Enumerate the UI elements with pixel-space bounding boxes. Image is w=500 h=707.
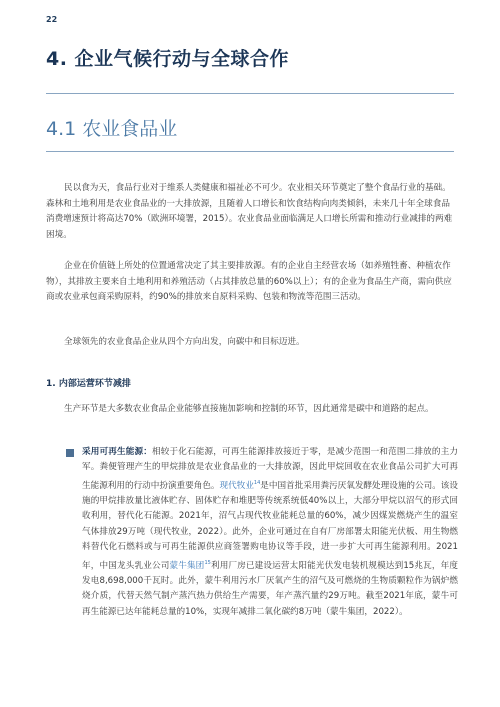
section-divider (46, 151, 454, 152)
intro-paragraph: 民以食为天，食品行业对于维系人类健康和福祉必不可少。农业相关环节奠定了整个食品行业的基础。森林和土地利用是农业食品业的一大排放源，且随着人口增长和饮食结构向肉类倾斜，未来几十年全球食品消费增速预计将高达70%（欧洲环境署，2015）。农业食品业面临满足人口增长所需和推动行业减排的两难困境。 (46, 183, 453, 240)
bullet-square-icon (66, 449, 74, 457)
bullet-lead: 采用可再生能源： (82, 447, 152, 457)
page-number: 22 (46, 15, 58, 24)
company-link-modern-dairy[interactable]: 现代牧业 (219, 480, 254, 491)
four-directions-paragraph: 全球领先的农业食品企业从四个方向出发，向碳中和目标迈进。 (64, 337, 305, 347)
bullet-text-b: 是中国首批采用粪污厌氧发酵处理设施的公司。该设施的甲烷排放量比液体贮存、固体贮存和堆肥等传统系统低40%以上，大部分甲烷以沼气的形式回收利用，替代化石能源。2021年，沼气占现代牧业能耗总量的60%，减少因煤炭燃烧产生的温室气体排放29万吨（现代牧业，2022）。此外，企业可通过在自有厂房部署太阳能光伏板、用生物燃料替代化石燃料或与可再生能源供应商签署购电协议等手段，进一步扩大可再生能源利用。2021年，中国龙头乳业公司 (82, 480, 458, 571)
production-paragraph: 生产环节是大多数农业食品企业能够直接施加影响和控制的环节，因此通常是碳中和道路的起点。 (64, 404, 434, 414)
company-link-mengniu[interactable]: 蒙牛集团 (169, 560, 205, 571)
chapter-title: 4. 企业气候行动与全球合作 (46, 48, 290, 70)
bullet-text-c: 利用厂房已建设运营太阳能光伏发电装机规模达到15兆瓦，年度发电8,698,000千瓦时。此外，蒙牛利用污水厂厌氧产生的沼气及可燃烧的生物质颗粒作为锅炉燃烧介质，代替天然气制产蒸汽热力供给生产需要，年产蒸汽量约29万吨。截至2021年底，蒙牛可再生能源已达年能耗总量的10%，实现年减排二氧化碳约8万吨（蒙牛集团，2022）。 (82, 560, 458, 617)
subheading-internal-operations: 1. 内部运营环节减排 (46, 379, 131, 389)
bullet-text-a: 相较于化石能源，可再生能源排放接近于零，是减少范围一和范围二排放的主力军。粪便管理产生的甲烷排放是农业食品业的一大排放源，因此甲烷回收在农业食品公司扩大可再生能源利用的行动中扮演重要角色。 (82, 447, 458, 491)
bullet-renewable-energy (66, 445, 458, 620)
footnote-ref-15[interactable]: 15 (204, 559, 211, 566)
footnote-ref-14[interactable]: 14 (253, 479, 261, 486)
section-title: 4.1 农业食品业 (46, 118, 178, 140)
value-chain-paragraph: 企业在价值链上所处的位置通常决定了其主要排放源。有的企业自主经营农场（如养殖牲畜、种植农作物），其排放主要来自土地利用和养殖活动（占其排放总量的60%以上）；有的企业为食品生产商，需向供应商或农业承包商采购原料，约90%的排放来自原料采购、包装和物流等范围三活动。 (46, 261, 452, 302)
bullet-text (82, 445, 458, 620)
chapter-divider (46, 93, 454, 94)
